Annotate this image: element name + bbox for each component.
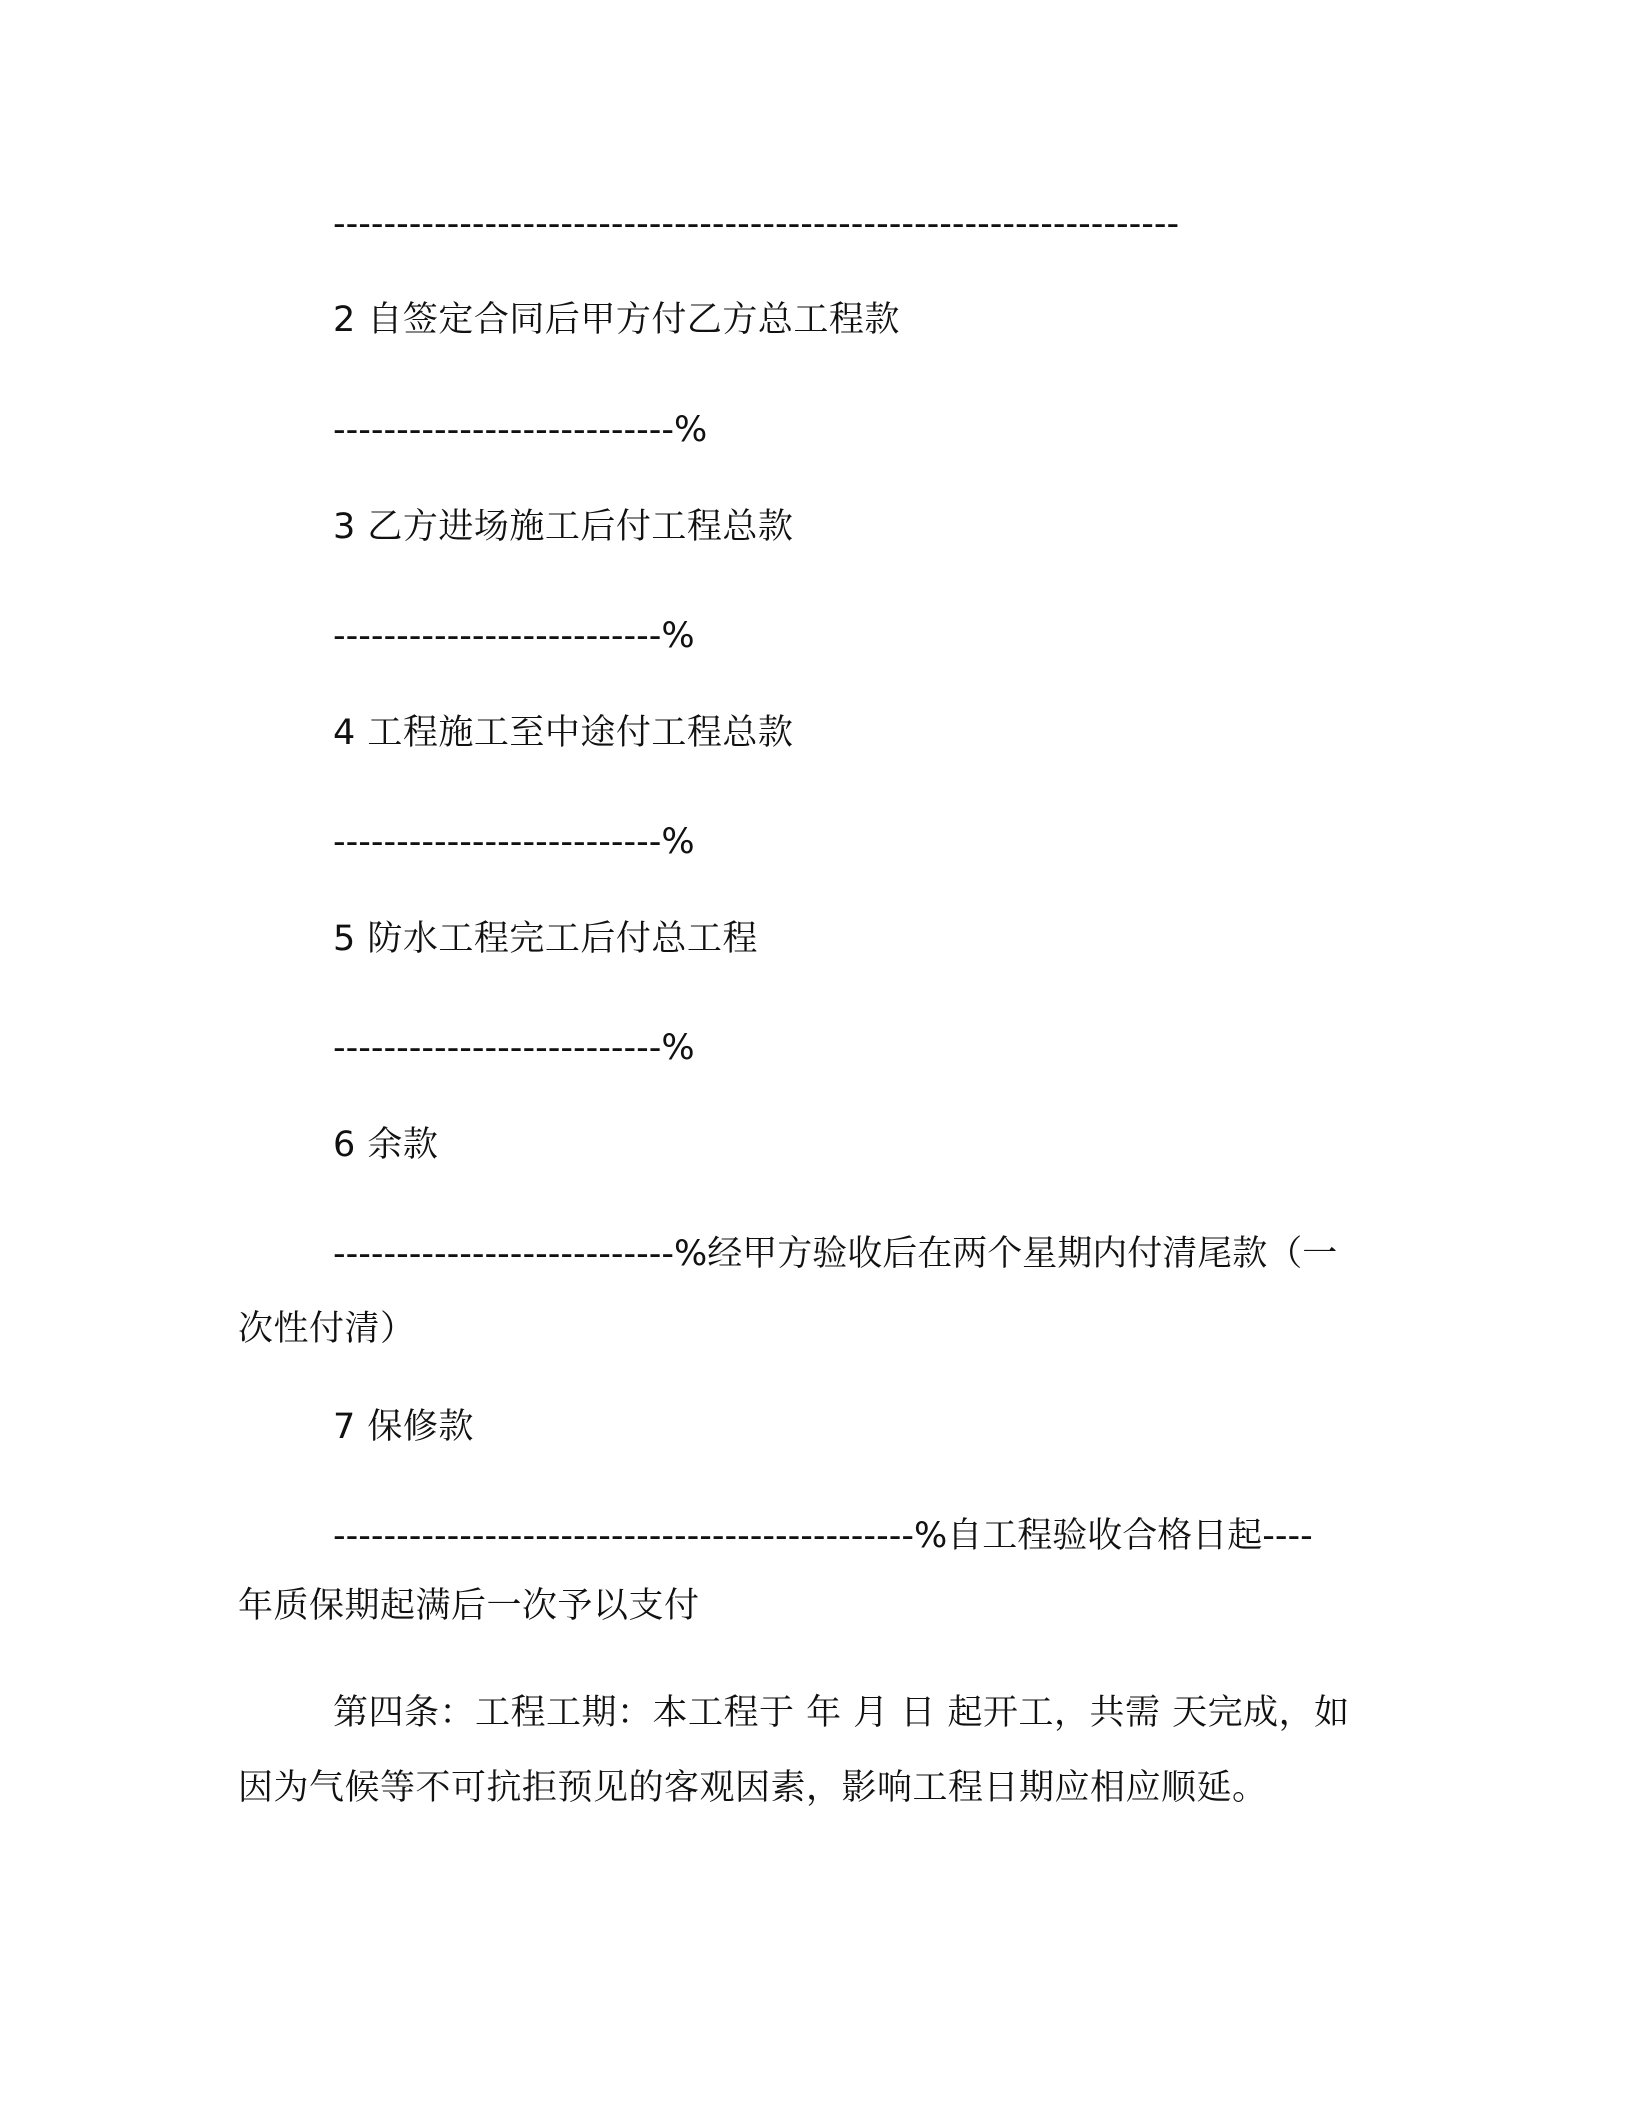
- payment-item-4: 4 工程施工至中途付工程总款: [333, 713, 794, 753]
- warranty-clause-line-2: 年质保期起满后一次予以支付: [238, 1586, 700, 1626]
- percentage-blank-3: --------------------------%: [333, 616, 695, 656]
- article-4-line-2: 因为气候等不可抗拒预见的客观因素，影响工程日期应相应顺延。: [238, 1768, 1268, 1808]
- payment-item-3: 3 乙方进场施工后付工程总款: [333, 507, 794, 547]
- percentage-blank-4: --------------------------%: [333, 822, 695, 862]
- payment-item-6: 6 余款: [333, 1125, 439, 1165]
- article-4-line-1: 第四条：工程工期：本工程于 年 月 日 起开工，共需 天完成，如: [333, 1693, 1350, 1733]
- warranty-clause-line-1: ----------------------------------------------%自工程验收合格日起----: [333, 1516, 1313, 1556]
- blank-fill-line: -------------------------------------------------------------------: [333, 204, 1180, 244]
- percentage-blank-5: --------------------------%: [333, 1028, 695, 1068]
- balance-clause-line-2: 次性付清）: [238, 1309, 416, 1349]
- percentage-blank-2: ---------------------------%: [333, 410, 708, 450]
- balance-clause-line-1: ---------------------------%经甲方验收后在两个星期内付清尾款（一: [333, 1234, 1338, 1274]
- payment-item-2: 2 自签定合同后甲方付乙方总工程款: [333, 300, 900, 340]
- payment-item-7: 7 保修款: [333, 1407, 474, 1447]
- payment-item-5: 5 防水工程完工后付总工程: [333, 919, 758, 959]
